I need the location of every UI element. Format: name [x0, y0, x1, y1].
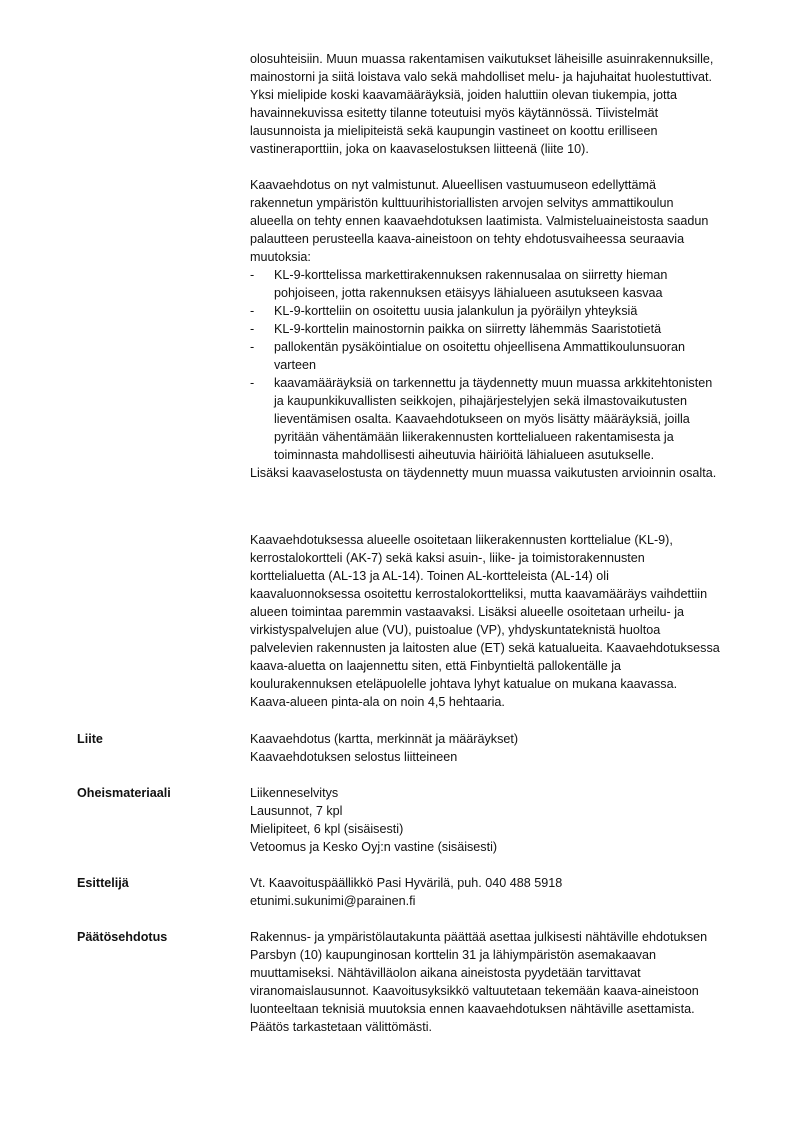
paragraph-outro: Lisäksi kaavaselostusta on täydennetty muun muassa vaikutusten arvioinnin osalta.	[250, 466, 717, 480]
list-item	[250, 320, 720, 338]
list-item-text: kaavamääräyksiä on tarkennettu ja täydennetty muun muassa arkkitehtonisten ja kaupunkikuvallisten seikkojen, pihajärjestelyjen sekä ilmastovaikutusten lieventämisen osalta. Kaavaehdotukseen on myös lisätty määräyksiä, joilla pyritään vähentämään liikerakennusten korttelialueen rakentamisesta ja toiminnasta mahdollisesti aiheutuvia häiriöitä lähialueen asutukselle.	[274, 376, 713, 462]
section-label-oheismateriaali: Oheismateriaali	[77, 786, 171, 800]
list-item	[250, 302, 720, 320]
material-line: Vetoomus ja Kesko Oyj:n vastine (sisäisesti)	[250, 840, 498, 854]
presenter-email: etunimi.sukunimi@parainen.fi	[250, 894, 416, 908]
section-label-esittelija: Esittelijä	[77, 876, 129, 890]
section-value-liite	[250, 730, 720, 766]
list-item	[250, 266, 720, 302]
list-item-text: KL-9-kortteliin on osoitettu uusia jalankulun ja pyöräilyn yhteyksiä	[274, 304, 638, 318]
presenter-line: Vt. Kaavoituspäällikkö Pasi Hyvärilä, puh. 040 488 5918	[250, 876, 563, 890]
material-line: Lausunnot, 7 kpl	[250, 804, 343, 818]
material-line: Mielipiteet, 6 kpl (sisäisesti)	[250, 822, 404, 836]
list-dash: -	[250, 322, 255, 336]
section-value-oheismateriaali	[250, 784, 720, 856]
list-dash: -	[250, 340, 255, 354]
attachment-line: Kaavaehdotuksen selostus liitteineen	[250, 750, 458, 764]
list-item	[250, 374, 720, 464]
changes-list	[250, 266, 720, 464]
list-dash: -	[250, 304, 255, 318]
material-line: Liikenneselvitys	[250, 786, 339, 800]
paragraph-consultation-summary	[250, 50, 720, 158]
attachment-line: Kaavaehdotus (kartta, merkinnät ja määräykset)	[250, 732, 519, 746]
list-dash: -	[250, 376, 255, 390]
section-label-liite: Liite	[77, 732, 103, 746]
paragraph-text: olosuhteisiin. Muun muassa rakentamisen vaikutukset läheisille asuinrakennuksille, mainostorni ja siitä loistava valo sekä mahdolliset melu- ja hajuhaitat huolestuttivat. Yksi mielipide koski kaavamääräyksiä, joiden haluttiin olevan tiukempia, jotta havainnekuvissa esitetty tilanne toteutuisi myös käytännössä. Tiivistelmät lausunnoista ja mielipiteistä sekä kaupungin vastineet on koottu erilliseen vastineraporttiin, joka on kaavaselostuksen liitteenä (liite 10).	[250, 52, 714, 156]
section-label-paatosehdotus: Päätösehdotus	[77, 930, 168, 944]
list-dash: -	[250, 268, 255, 282]
decision-proposal-text: Rakennus- ja ympäristölautakunta päättää asettaa julkisesti nähtäville ehdotuksen Parsbyn (10) kaupunginosan korttelin 31 ja lähiympäristön asemakaavan muuttamiseksi. Nähtävilläolon aikana aineistosta pyydetään tarvittavat viranomaislausunnot. Kaavoitusyksikkö valtuutetaan tekemään kaava-aineistoon luonteeltaan teknisiä muutoksia ennen kaavaehdotuksen nähtäville asettamista. Päätös tarkastetaan välittömästi.	[250, 930, 708, 1034]
list-item-text: KL-9-korttelissa markettirakennuksen rakennusalaa on siirretty hieman pohjoiseen, jotta rakennuksen etäisyys lähialueen asutukseen kasvaa	[274, 268, 668, 300]
list-item-text: pallokentän pysäköintialue on osoitettu ohjeellisena Ammattikoulunsuoran varteen	[274, 340, 685, 372]
paragraph-proposal-description	[250, 531, 720, 711]
paragraph-text: Kaavaehdotuksessa alueelle osoitetaan liikerakennusten korttelialue (KL-9), kerrostalokortteli (AK-7) sekä kaksi asuin-, liike- ja toimistorakennusten korttelialuetta (AL-13 ja AL-14). Toinen AL-kortteleista (AL-14) oli kaavaluonnoksessa osoitettu kerrostalokortteliksi, mutta kaavamääräys vaihdettiin alueen toimintaa paremmin vastaavaksi. Lisäksi alueelle osoitetaan urheilu- ja virkistyspalvelujen alue (VU), puistoalue (VP), yhdyskuntateknistä huoltoa palvelevien rakennusten ja laitosten alue (ET) sekä katualueita. Kaavaehdotuksessa kaava-aluetta on laajennettu siten, että Finbyntieltä pallokentälle ja koulurakennuksen eteläpuolelle johtava lyhyt katualue on mukana kaavassa. Kaava-alueen pinta-ala on noin 4,5 hehtaaria.	[250, 533, 720, 709]
list-item-text: KL-9-korttelin mainostornin paikka on siirretty lähemmäs Saaristotietä	[274, 322, 662, 336]
paragraph-proposal-changes	[250, 176, 720, 482]
section-value-esittelija	[250, 874, 720, 910]
list-item	[250, 338, 720, 374]
section-value-paatosehdotus	[250, 928, 720, 1036]
paragraph-intro: Kaavaehdotus on nyt valmistunut. Alueellisen vastuumuseon edellyttämä rakennetun ympäristön kulttuurihistoriallisten arvojen selvitys ammattikoulun alueella on tehty ennen kaavaehdotuksen laatimista. Valmisteluaineistosta saadun palautteen perusteella kaava-aineistoon on tehty ehdotusvaiheessa seuraavia muutoksia:	[250, 178, 709, 264]
